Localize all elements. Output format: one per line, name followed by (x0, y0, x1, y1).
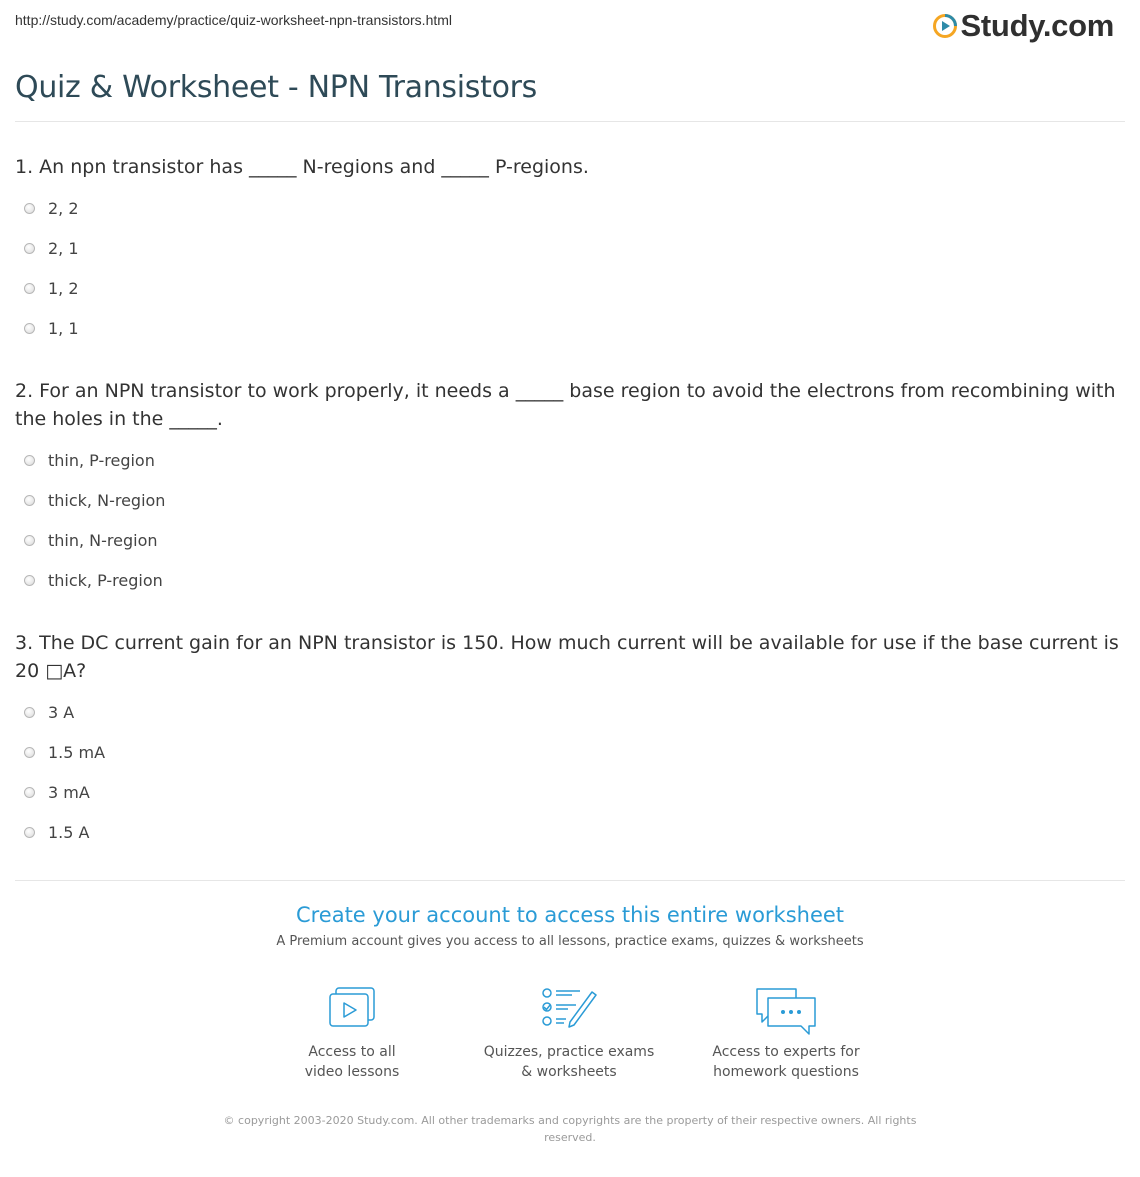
radio-button[interactable] (24, 575, 35, 586)
cta-subtitle: A Premium account gives you access to all lessons, practice exams, quizzes & worksheets (276, 934, 864, 949)
option-label: thick, N-region (48, 490, 166, 510)
play-circle-logo-icon (933, 14, 957, 38)
question-2: 2. For an NPN transistor to work properly, it needs a _____ base region to avoid the electrons from recombining with the holes in the _____. (15, 380, 1116, 430)
option-label: 1.5 mA (48, 742, 106, 762)
title-divider (15, 121, 1125, 122)
chat-bubbles-icon (754, 986, 818, 1036)
radio-button[interactable] (24, 203, 35, 214)
video-lesson-icon (326, 986, 378, 1030)
option-label: 1.5 A (48, 822, 90, 842)
radio-button[interactable] (24, 535, 35, 546)
radio-button[interactable] (24, 787, 35, 798)
feature-label-line: Access to experts for (712, 1044, 860, 1060)
feature-quizzes (459, 986, 679, 1082)
q1-option-4[interactable] (24, 318, 79, 338)
page-title: Quiz & Worksheet - NPN Transistors (15, 70, 537, 105)
option-label: thin, N-region (48, 530, 158, 550)
logo-text: Study.com (960, 8, 1114, 43)
option-label: 3 A (48, 702, 75, 722)
q3-option-3[interactable] (24, 782, 90, 802)
feature-label-line: video lessons (304, 1064, 400, 1080)
feature-label-line: Quizzes, practice exams (483, 1044, 655, 1060)
create-account-link[interactable]: Create your account to access this entire worksheet (295, 903, 845, 927)
q2-option-1[interactable] (24, 450, 155, 470)
option-label: thick, P-region (48, 570, 163, 590)
radio-button[interactable] (24, 747, 35, 758)
option-label: thin, P-region (48, 450, 155, 470)
radio-button[interactable] (24, 455, 35, 466)
feature-video-lessons (242, 986, 462, 1082)
radio-button[interactable] (24, 323, 35, 334)
q3-option-1[interactable] (24, 702, 74, 722)
option-label: 1, 1 (48, 318, 79, 338)
q2-option-2[interactable] (24, 490, 165, 510)
question-1: 1. An npn transistor has _____ N-regions and _____ P-regions. (15, 156, 589, 178)
q2-option-3[interactable] (24, 530, 158, 550)
radio-button[interactable] (24, 827, 35, 838)
q1-option-1[interactable] (24, 198, 79, 218)
radio-button[interactable] (24, 495, 35, 506)
cta-divider (15, 880, 1125, 881)
q2-option-4[interactable] (24, 570, 163, 590)
option-label: 1, 2 (48, 278, 79, 298)
feature-label-line: homework questions (713, 1064, 859, 1080)
option-label: 3 mA (48, 782, 90, 802)
study-logo[interactable] (933, 8, 1114, 44)
question-3: 3. The DC current gain for an NPN transistor is 150. How much current will be available for use if the base current is 20 □A? (15, 632, 1119, 682)
q3-option-4[interactable] (24, 822, 89, 842)
radio-button[interactable] (24, 243, 35, 254)
radio-button[interactable] (24, 283, 35, 294)
feature-label-line: Access to all (308, 1044, 396, 1060)
feature-experts (676, 986, 896, 1082)
q3-option-2[interactable] (24, 742, 105, 762)
q1-option-2[interactable] (24, 238, 79, 258)
radio-button[interactable] (24, 707, 35, 718)
q1-option-3[interactable] (24, 278, 79, 298)
page-url: http://study.com/academy/practice/quiz-worksheet-npn-transistors.html (15, 12, 453, 28)
quiz-checklist-icon (540, 986, 598, 1030)
copyright-footer: © copyright 2003-2020 Study.com. All other trademarks and copyrights are the property of their respective owners. All rights reserved. (223, 1114, 917, 1144)
option-label: 2, 1 (48, 238, 79, 258)
option-label: 2, 2 (48, 198, 79, 218)
feature-label-line: & worksheets (521, 1064, 617, 1080)
